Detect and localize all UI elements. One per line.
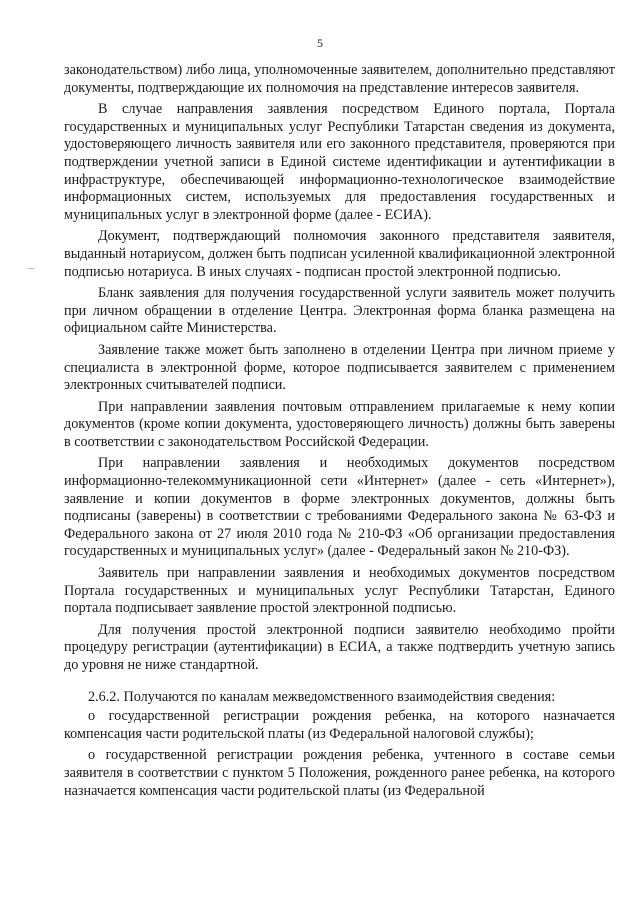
scan-artifact bbox=[28, 268, 34, 269]
section-heading-2-6-2: 2.6.2. Получаются по каналам межведомственного взаимодействия сведения: bbox=[88, 688, 556, 705]
paragraph-application-form: Бланк заявления для получения государственной услуги заявитель может получить при личном обращении в отделение Центра. Электронная форма бланка размещена на официальном сайте Министерства. bbox=[64, 285, 615, 337]
paragraph-notary-signature: Документ, подтверждающий полномочия законного представителя заявителя, выданный нотариусом, должен быть подписан усиленной квалификационной электронной подписью нотариуса. В иных случаях - подписан простой электронной подписью. bbox=[64, 228, 615, 280]
paragraph-portal-signature: Заявитель при направлении заявления и необходимых документов посредством Портала государственных и муниципальных услуг Республики Татарстан, Единого портала подписывает заявление простой электронной подписью. bbox=[64, 565, 615, 617]
paragraph-center-filling: Заявление также может быть заполнено в отделении Центра при личном приеме у специалиста в электронной форме, которое подписывается заявителем с применением электронных считывателей подписи. bbox=[64, 341, 615, 394]
list-item-family-birth-registration: о государственной регистрации рождения ребенка, учтенного в составе семьи заявителя в соответствии с пунктом 5 Положения, рожденного ранее ребенка, на которого назначается компенсация части родительской платы (из Федеральной bbox=[64, 747, 615, 799]
paragraph-esia-verification: В случае направления заявления посредством Единого портала, Портала государственных и муниципальных услуг Республики Татарстан сведения из документа, удостоверяющего личность заявителя или его законного представителя, проверяются при подтверждении учетной записи в Единой системе идентификации и аутентификации в инфраструктуре, обеспечивающей информационно-технологическое взаимодействие информационных систем, используемых для предоставления государственных и муниципальных услуг в электронной форме (далее - ЕСИА). bbox=[64, 101, 615, 223]
paragraph-continuation: законодательством) либо лица, уполномоченные заявителем, дополнительно представляют документы, подтверждающие их полномочия на представление интересов заявителя. bbox=[64, 62, 615, 96]
list-item-birth-registration: о государственной регистрации рождения ребенка, на которого назначается компенсация части родительской платы (из Федеральной налоговой службы); bbox=[64, 708, 615, 742]
paragraph-postal-copies: При направлении заявления почтовым отправлением прилагаемые к нему копии документов (кроме копии документа, удостоверяющего личность) должны быть заверены в соответствии с законодательством Российской Федерации. bbox=[64, 398, 615, 450]
paragraph-internet-submission: При направлении заявления и необходимых документов посредством информационно-телекоммуникационной сети «Интернет» (далее - сеть «Интернет»), заявление и копии документов в форме электронных документов, должны быть подписаны (заверены) в соответствии с требованиями Федерального закона № 63-ФЗ и Федерального закона от 27 июля 2010 года № 210-ФЗ «Об организации предоставления государственных и муниципальных услуг» (далее - Федеральный закон № 210-ФЗ). bbox=[64, 455, 615, 560]
document-body bbox=[64, 62, 615, 804]
paragraph-simple-signature: Для получения простой электронной подписи заявителю необходимо пройти процедуру регистрации (аутентификации) в ЕСИА, а также подтвердить учетную запись до уровня не ниже стандартной. bbox=[64, 621, 615, 673]
page-number: 5 bbox=[317, 36, 323, 50]
